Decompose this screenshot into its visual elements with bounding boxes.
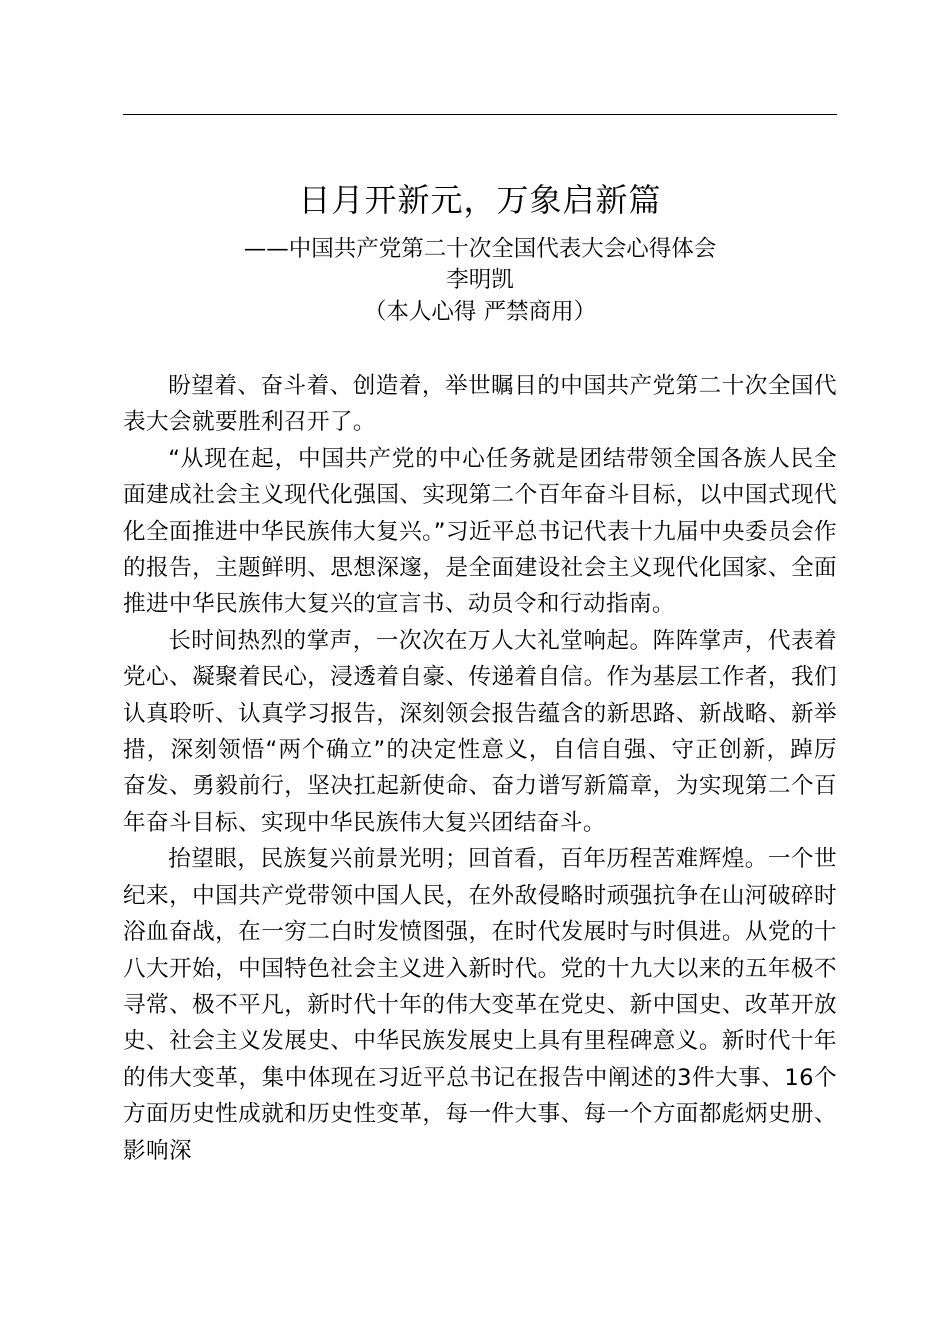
document-title: 日月开新元，万象启新篇: [298, 181, 662, 219]
paragraph: 抬望眼，民族复兴前景光明；回首看，百年历程苦难辉煌。一个世纪来，中国共产党带领中国人民，在外敌侵略时顽强抗争在山河破碎时浴血奋战，在一穷二白时发愤图强，在时代发展时与时俱进。从党的十八大开始，中国特色社会主义进入新时代。党的十九大以来的五年极不寻常、极不平凡，新时代十年的伟大变革在党史、新中国史、改革开放史、社会主义发展史、中华民族发展史上具有里程碑意义。新时代十年的伟大变革，集中体现在习近平总书记在报告中阐述的3件大事、16个方面历史性成就和历史性变革，每一件大事、每一个方面都彪炳史册、影响深: [123, 846, 837, 1164]
usage-notice: （本人心得 严禁商用）: [363, 299, 597, 325]
header-block: [123, 174, 837, 328]
document-author: 李明凯: [446, 267, 514, 293]
paragraph: “从现在起，中国共产党的中心任务就是团结带领全国各族人民全面建成社会主义现代化强国、实现第二个百年奋斗目标，以中国式现代化全面推进中华民族伟大复兴。”习近平总书记代表十九届中央委员会作的报告，主题鲜明、思想深邃，是全面建设社会主义现代化国家、全面推进中华民族伟大复兴的宣言书、动员令和行动指南。: [123, 445, 837, 618]
document-body: [123, 368, 837, 1169]
paragraph: 盼望着、奋斗着、创造着，举世瞩目的中国共产党第二十次全国代表大会就要胜利召开了。: [123, 373, 837, 436]
document-subtitle: ——中国共产党第二十次全国代表大会心得体会: [243, 236, 717, 262]
paragraph: 长时间热烈的掌声，一次次在万人大礼堂响起。阵阵掌声，代表着党心、凝聚着民心，浸透着自豪、传递着自信。作为基层工作者，我们认真聆听、认真学习报告，深刻领会报告蕴含的新思路、新战略、新举措，深刻领悟“两个确立”的决定性意义，自信自强、守正创新，踔厉奋发、勇毅前行，坚决扛起新使命、奋力谱写新篇章，为实现第二个百年奋斗目标、实现中华民族伟大复兴团结奋斗。: [123, 627, 837, 836]
header-rule: [123, 114, 837, 115]
